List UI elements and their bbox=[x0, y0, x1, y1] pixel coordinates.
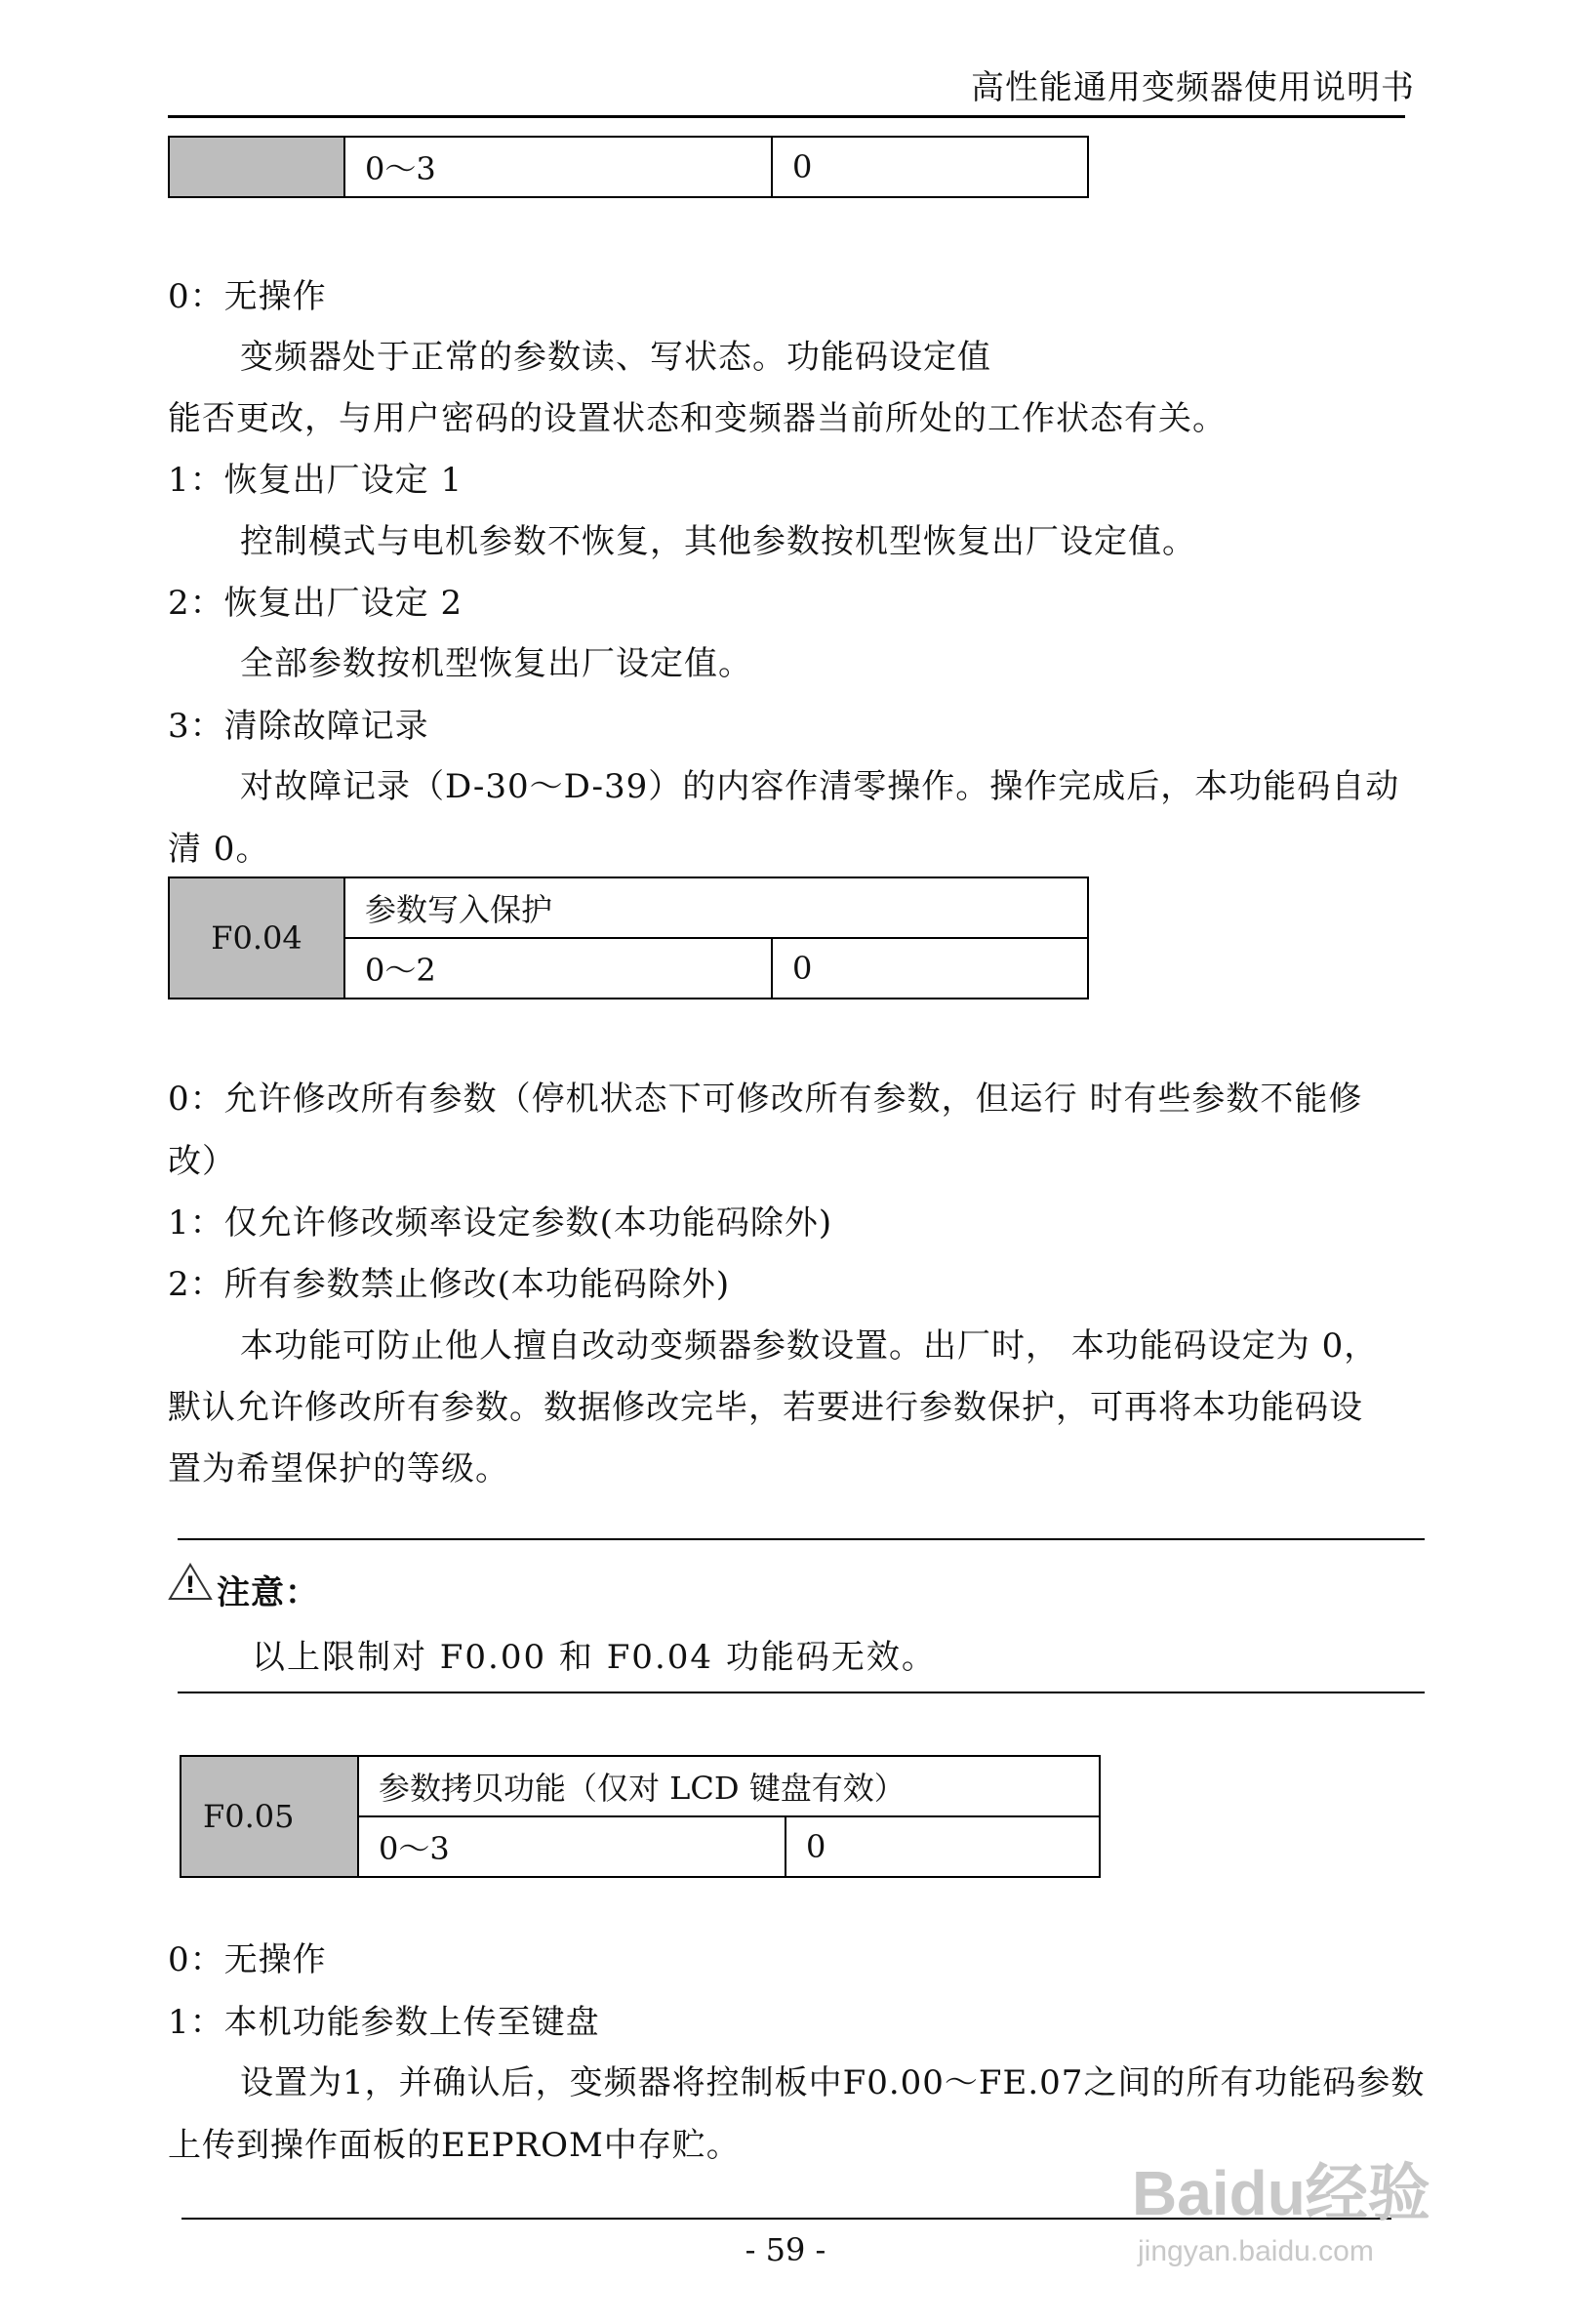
option-0-desc-1: 变频器处于正常的参数读、写状态。功能码设定值 bbox=[240, 338, 991, 377]
protect-option-0-cont: 改） bbox=[168, 1142, 236, 1181]
option-3-desc-1: 对故障记录（D-30～D-39）的内容作清零操作。操作完成后，本功能码自动 bbox=[240, 767, 1400, 806]
svg-text:!: ! bbox=[184, 1571, 196, 1599]
note-title: 注意： bbox=[217, 1573, 319, 1612]
param-range-cell: 0～3 bbox=[358, 1816, 786, 1877]
param-code-cell: F0.05 bbox=[181, 1756, 358, 1877]
option-2-desc: 全部参数按机型恢复出厂设定值。 bbox=[240, 644, 752, 683]
param-name-cell: 参数写入保护 bbox=[344, 877, 1088, 938]
param-table-f0-04 bbox=[168, 877, 1089, 999]
copy-option-1-desc-2: 上传到操作面板的EEPROM中存贮。 bbox=[168, 2126, 741, 2165]
param-table-continued bbox=[168, 136, 1089, 198]
option-1: 1：恢复出厂设定 1 bbox=[168, 461, 463, 500]
document-header-title: 高性能通用变频器使用说明书 bbox=[971, 68, 1415, 107]
param-range-cell: 0～3 bbox=[344, 137, 772, 197]
param-default-cell: 0 bbox=[772, 137, 1088, 197]
option-1-desc: 控制模式与电机参数不恢复，其他参数按机型恢复出厂设定值。 bbox=[240, 522, 1196, 561]
param-range-cell: 0～2 bbox=[344, 938, 772, 999]
param-table-f0-05 bbox=[180, 1755, 1101, 1878]
protect-desc-2: 默认允许修改所有参数。数据修改完毕，若要进行参数保护，可再将本功能码设 bbox=[168, 1388, 1363, 1427]
option-3: 3：清除故障记录 bbox=[168, 707, 429, 746]
option-2: 2：恢复出厂设定 2 bbox=[168, 584, 463, 623]
protect-option-0: 0：允许修改所有参数（停机状态下可修改所有参数，但运行 时有些参数不能修 bbox=[168, 1080, 1363, 1119]
page-number: - 59 - bbox=[745, 2231, 826, 2268]
note-top-rule bbox=[178, 1538, 1425, 1540]
protect-option-1: 1：仅允许修改频率设定参数(本功能码除外) bbox=[168, 1203, 833, 1243]
option-0-desc-2: 能否更改，与用户密码的设置状态和变频器当前所处的工作状态有关。 bbox=[168, 399, 1227, 438]
protect-option-2: 2：所有参数禁止修改(本功能码除外) bbox=[168, 1265, 731, 1304]
param-default-cell: 0 bbox=[772, 938, 1088, 999]
param-name-cell: 参数拷贝功能（仅对 LCD 键盘有效） bbox=[358, 1756, 1100, 1816]
param-code-cell bbox=[169, 137, 344, 197]
copy-option-1-desc-1: 设置为1，并确认后，变频器将控制板中F0.00～FE.07之间的所有功能码参数 bbox=[240, 2063, 1426, 2102]
option-3-desc-2: 清 0。 bbox=[168, 830, 270, 869]
param-code-cell: F0.04 bbox=[169, 877, 344, 999]
note-text: 以上限制对 F0.00 和 F0.04 功能码无效。 bbox=[252, 1638, 937, 1677]
protect-desc-3: 置为希望保护的等级。 bbox=[168, 1449, 509, 1488]
watermark-url: jingyan.baidu.com bbox=[1138, 2235, 1374, 2267]
option-0: 0：无操作 bbox=[168, 277, 327, 316]
copy-option-0: 0：无操作 bbox=[168, 1940, 327, 1979]
warning-icon bbox=[168, 1562, 213, 1601]
watermark-logo: Baidu经验 bbox=[1132, 2158, 1430, 2228]
protect-desc-1: 本功能可防止他人擅自改动变频器参数设置。出厂时， 本功能码设定为 0， bbox=[240, 1326, 1379, 1366]
note-bottom-rule bbox=[178, 1692, 1425, 1693]
copy-option-1: 1：本机功能参数上传至键盘 bbox=[168, 2003, 600, 2042]
param-default-cell: 0 bbox=[786, 1816, 1100, 1877]
header-rule bbox=[168, 115, 1405, 118]
